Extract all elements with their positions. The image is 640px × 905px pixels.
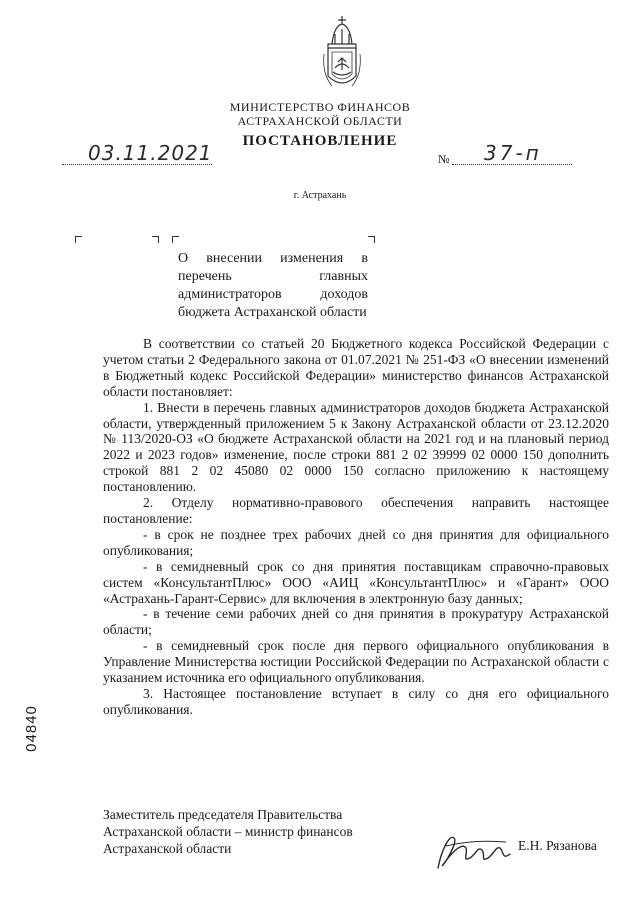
body-paragraph: - в течение семи рабочих дней со дня принятия в прокуратуру Астраханской области; (103, 606, 609, 638)
signer-name: Е.Н. Рязанова (518, 838, 597, 853)
body-paragraph: - в семидневный срок со дня принятия поставщикам справочно-правовых систем «КонсультантПлюс» ООО «АИЦ «КонсультантПлюс» и «Гарант» ООО «Астрахань-Гарант-Сервис» для включения в электронную базу данных; (103, 558, 609, 606)
document-subject: О внесении изменения в перечень главных администраторов доходов бюджета Астраханской области (178, 251, 368, 320)
ministry-name (0, 100, 640, 128)
ministry-name-line2: АСТРАХАНСКОЙ ОБЛАСТИ (237, 114, 403, 128)
body-paragraph: - в семидневный срок после дня первого официального опубликования в Управление Министерства юстиции Российской Федерации по Астраханской области с указанием источника его официального опубликования. (103, 638, 609, 686)
body-paragraph: 1. Внести в перечень главных администраторов доходов бюджета Астраханской области, утвержденный приложением 5 к Закону Астраханской области от 23.12.2020 № 113/2020-ОЗ «О бюджете Астраханской области на 2021 год и на плановый период 2022 и 2023 годов» изменение, после строки 881 2 02 39999 02 0000 150 дополнить строкой 881 2 02 45080 02 0000 150 согласно приложению к настоящему постановлению. (103, 399, 609, 495)
place-of-issue: г. Астрахань (293, 190, 347, 201)
signer-title-line1: Заместитель председателя Правительства (103, 807, 343, 822)
ministry-name-line1: МИНИСТЕРСТВО ФИНАНСОВ (229, 100, 411, 114)
document-body (103, 336, 609, 718)
preamble-paragraph: В соответствии со статьей 20 Бюджетного кодекса Российской Федерации с учетом статьи 2 Федерального закона от 01.07.2021 № 251-ФЗ «О внесении изменений в Бюджетный кодекс Российской Федерации» министерство финансов Астраханской области постановляет: (103, 336, 609, 399)
body-paragraph: 2. Отделу нормативно-правового обеспечения направить настоящее постановление: (103, 495, 609, 526)
corner-mark (152, 236, 159, 243)
corner-mark (368, 236, 375, 243)
corner-mark (75, 236, 82, 243)
date-underline (62, 164, 212, 165)
document-number: 37-п (484, 141, 542, 165)
coat-of-arms-emblem (320, 14, 364, 100)
document-type: ПОСТАНОВЛЕНИЕ (242, 133, 398, 149)
body-paragraph: 3. Настоящее постановление вступает в силу со дня его официального опубликования. (103, 685, 609, 717)
handwritten-signature-icon (432, 828, 522, 874)
corner-mark (172, 236, 179, 243)
body-paragraph: - в срок не позднее трех рабочих дней со дня принятия для официального опубликования; (103, 526, 609, 558)
side-number-text: 04840 (22, 705, 40, 752)
signer-title (103, 806, 403, 857)
document-date: 03.11.2021 (88, 141, 213, 165)
handwritten-signature (432, 828, 522, 874)
signer-title-line3: Астраханской области (103, 841, 232, 856)
signer-title-line2: Астраханской области – министр финансов (103, 824, 353, 839)
astrakhan-coat-of-arms-icon (320, 14, 364, 100)
number-sign: № (438, 152, 450, 166)
number-underline (452, 164, 572, 165)
